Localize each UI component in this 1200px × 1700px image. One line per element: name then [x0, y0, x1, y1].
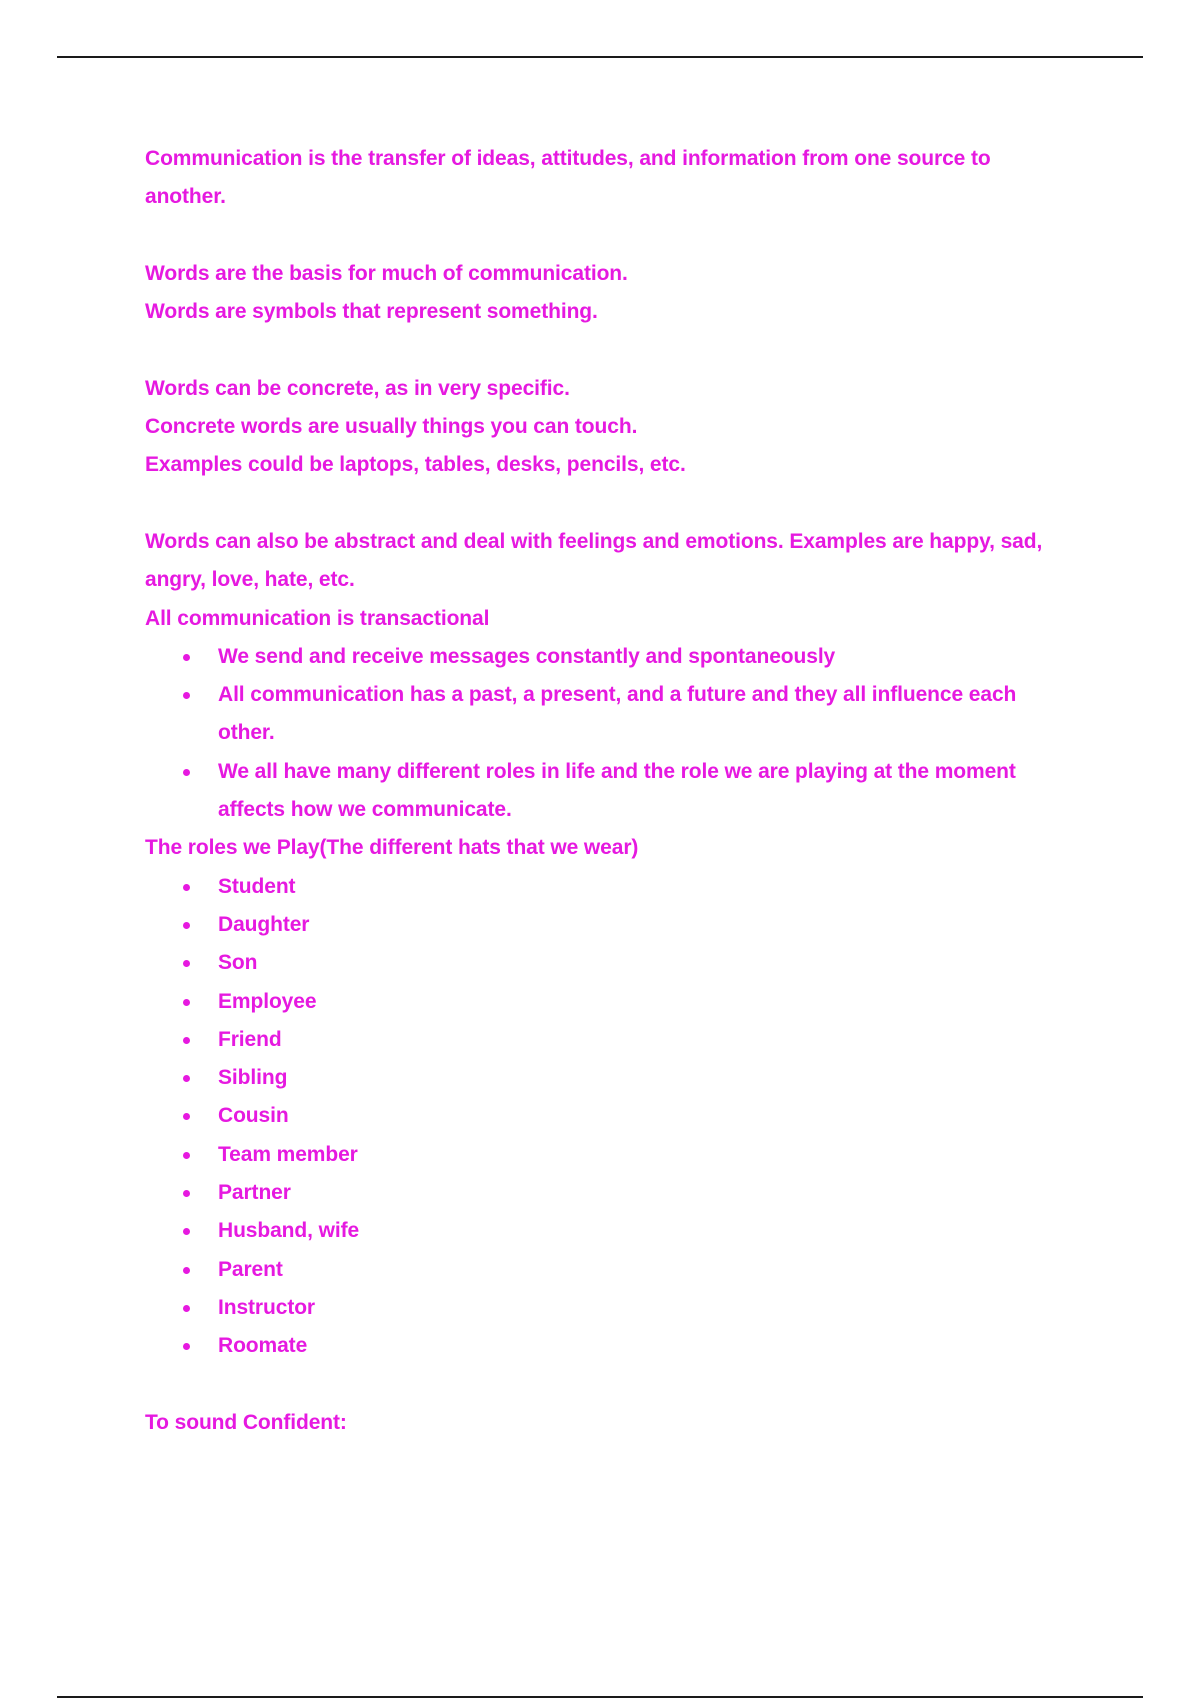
bullet-dot-icon	[183, 884, 190, 891]
bullet-dot-icon	[183, 960, 190, 967]
roles-list	[145, 868, 1075, 1366]
abstract-words-paragraph: Words can also be abstract and deal with feelings and emotions. Examples are happy, sad, angry, love, hate, etc.	[145, 529, 1043, 592]
list-item	[145, 1059, 1075, 1097]
transactional-list	[145, 638, 1075, 829]
bullet-dot-icon	[183, 1037, 190, 1044]
role-label: Student	[218, 874, 296, 898]
role-label: Friend	[218, 1027, 282, 1051]
role-label: Cousin	[218, 1104, 289, 1128]
list-item	[145, 1212, 1075, 1250]
list-item	[145, 983, 1075, 1021]
words-basis-line: Words are the basis for much of communication.	[145, 261, 628, 285]
paragraph-gap	[145, 217, 1075, 255]
role-label: Parent	[218, 1257, 283, 1281]
list-item-text: All communication has a past, a present, and a future and they all influence each other.	[218, 683, 1017, 745]
paragraph-gap	[145, 1366, 1075, 1404]
list-item	[145, 906, 1075, 944]
role-label: Instructor	[218, 1295, 316, 1319]
list-item	[145, 1097, 1075, 1135]
document-body	[145, 140, 1075, 1442]
list-item	[145, 638, 1075, 676]
role-label: Daughter	[218, 912, 310, 936]
bullet-dot-icon	[183, 1228, 190, 1235]
role-label: Partner	[218, 1181, 291, 1205]
list-item	[145, 1021, 1075, 1059]
concrete-words-line: Words can be concrete, as in very specific.	[145, 376, 570, 400]
bullet-dot-icon	[183, 769, 190, 776]
role-label: Employee	[218, 989, 317, 1013]
bullet-dot-icon	[183, 1267, 190, 1274]
list-item	[145, 1327, 1075, 1365]
bottom-rule	[57, 1696, 1143, 1698]
bullet-dot-icon	[183, 654, 190, 661]
list-item	[145, 944, 1075, 982]
definition-paragraph: Communication is the transfer of ideas, attitudes, and information from one source to another.	[145, 147, 991, 209]
bullet-dot-icon	[183, 1113, 190, 1120]
list-item	[145, 753, 1075, 830]
list-item-text: We send and receive messages constantly and spontaneously	[218, 644, 836, 668]
role-label: Roomate	[218, 1334, 308, 1358]
role-label: Team member	[218, 1142, 358, 1166]
bullet-dot-icon	[183, 1152, 190, 1159]
list-item	[145, 676, 1075, 753]
list-item-text: We all have many different roles in life and the role we are playing at the moment affects how we communicate.	[218, 759, 1016, 822]
concrete-touch-line: Concrete words are usually things you can touch.	[145, 415, 638, 439]
list-item	[145, 1174, 1075, 1212]
concrete-examples-line: Examples could be laptops, tables, desks, pencils, etc.	[145, 453, 686, 477]
role-label: Sibling	[218, 1066, 288, 1090]
roles-heading: The roles we Play(The different hats that we wear)	[145, 836, 639, 860]
list-item	[145, 1289, 1075, 1327]
paragraph-gap	[145, 331, 1075, 369]
list-item	[145, 1136, 1075, 1174]
bullet-dot-icon	[183, 1343, 190, 1350]
role-label: Husband, wife	[218, 1219, 360, 1243]
bullet-dot-icon	[183, 692, 190, 699]
bullet-dot-icon	[183, 1305, 190, 1312]
list-item	[145, 868, 1075, 906]
top-rule	[57, 56, 1143, 58]
role-label: Son	[218, 951, 258, 975]
bullet-dot-icon	[183, 1075, 190, 1082]
paragraph-gap	[145, 485, 1075, 523]
words-symbols-line: Words are symbols that represent something.	[145, 300, 598, 324]
confidence-heading: To sound Confident:	[145, 1410, 347, 1434]
bullet-dot-icon	[183, 999, 190, 1006]
bullet-dot-icon	[183, 1190, 190, 1197]
bullet-dot-icon	[183, 922, 190, 929]
transactional-heading: All communication is transactional	[145, 606, 490, 630]
list-item	[145, 1251, 1075, 1289]
